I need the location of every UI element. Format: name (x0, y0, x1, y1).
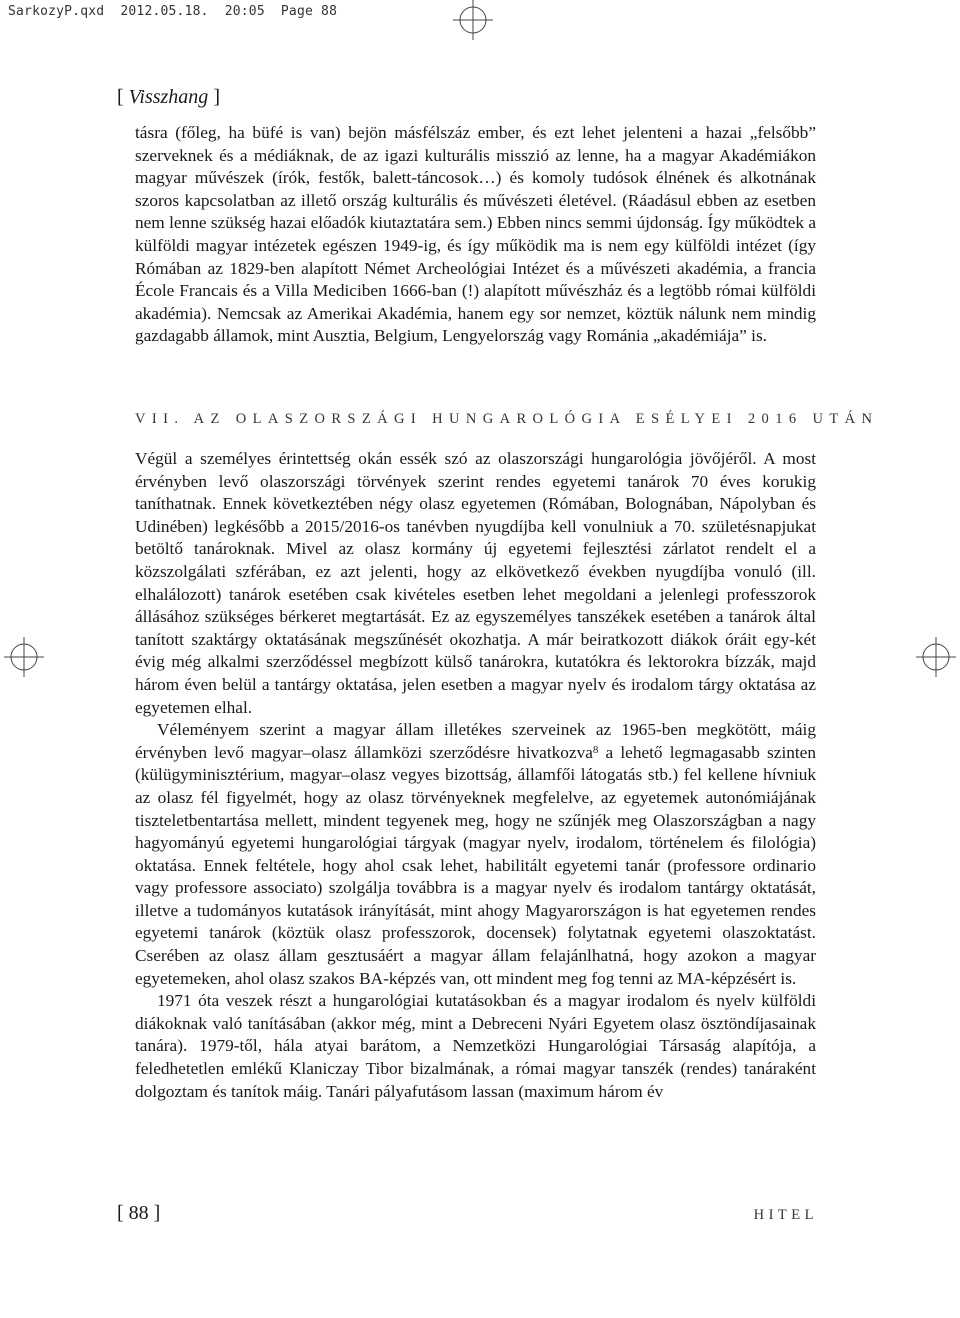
header-title: Visszhang (128, 86, 209, 108)
running-header (117, 86, 220, 109)
print-slug: SarkozyP.qxd 2012.05.18. 20:05 Page 88 (8, 4, 338, 19)
header-close-bracket: ] (208, 86, 220, 108)
registration-mark-top (453, 0, 493, 40)
paragraph-text: a lehető legmagasabb szinten (külügyminisztérium, magyar–olasz vegyes bizottság, államfői látogatás stb.) fel kellene hívniuk az olasz fél figyelmét, hogy az olasz törvényeknek megfelelve, az egyetemek autonómiájának tiszteletbentartása mellett, mindent tegyenek meg, hogy ne szűnjék meg Olaszországban a nagy hagyományú egyetemi hungarológiai tárgyak (magyar nyelv, irodalom, történelem és filológia) oktatása. Ennek feltétele, hogy ahol csak lehet, habilitált egyetemi tanár (professore ordinario vagy professore associato) szolgálja továbbra is a magyar nyelv és irodalom tantárgy oktatását, illetve a tudományos kutatások irányítását, mint ahogy Magyarországon is hat egyetemen rendes egyetemi tanárok (köztük olasz professzorok, docensek) folytatnak egyetemi olaszoktatást. Cserében az olasz állam gesztusáért a magyar állam felajánlhatná, hogy azokon a magyar egyetemeken, ahol olasz szakos BA-képzés van, ott mindent meg fog tenni az MA-képzésért is. (135, 742, 816, 988)
paragraph: tásra (főleg, ha büfé is van) bejön másfélszáz ember, és ezt lehet jelenteni a hazai „felsőbb” szerveknek és a médiáknak, de az igazi kulturális misszió az lenne, ha a magyar Akadémiákon magyar művészek (írók, festők, balett-táncosok…) és komoly tudósok élnének és alkotnának szoros kapcsolatban az illető ország kulturális és művészeti életével. (Ráadásul ebben az esetben nem lenne szükség hazai előadók kiutaztatára sem.) Ebben nincs semmi újdonság. Így működtek a külföldi magyar intézetek egészen 1949-ig, és így működik ma is nem egy külföldi intézet (így Rómában az 1829-ben alapított Német Archeológiai Intézet és a művészeti akadémia, a francia École Francais és a Villa Mediciben 1666-ban (!) alapított művészház és a legtöbb római külföldi akadémia). Nemcsak az Amerikai Akadémia, hanem egy sor nemzet, köztük nálunk nem mindig gazdagabb államok, mint Ausztia, Belgium, Lengyelország vagy Románia „akadémiája” is. (135, 123, 816, 346)
footnote-ref[interactable]: 8 (592, 743, 599, 756)
page-number: [ 88 ] (117, 1202, 161, 1224)
paragraph-text: Véleményem szerint a magyar állam illetékes szerveinek az 1965-ben megkötött, máig érvényben levő magyar–olasz államközi szerződésre hivatkozva (135, 720, 816, 762)
registration-mark-right (916, 637, 956, 677)
text-block-continued (135, 122, 816, 348)
registration-mark-left (4, 637, 44, 677)
header-open-bracket: [ (117, 86, 129, 108)
paragraph: Végül a személyes érintettség okán essék szó az olaszországi hungarológia jövőjéről. A most érvényben levő olaszországi törvények szerint rendes egyetemi tanárok 70 éves korukig taníthatnak. Ennek következtében négy olasz egyetemen (Rómában, Bolognában, Nápolyban és Udinében) legkésőbb a 2015/2016-os tanévben nyugdíjba kell vonulniuk a 70. születésnapjukat betöltő tanároknak. Mivel az olasz kormány új egyetemi fejlesztési zárlatot rendelt el a közszolgálati szférában, ez azt jelenti, hogy az elkövetkező években nyugdíjba vonuló (ill. elhalálozott) tanárok esetében csak kivételes esetben lehet megoldani a jelenlegi professzorok állásához szükséges bérkeret megtartását. Ez az egyszemélyes tanszékek esetében a tanárok által tanított szaktárgy oktatásának megszűnését okozhatja. A már beiratkozott diákok óráit egy-két évig még alkalmi szerződéssel megbízott külső tanárokra, kutatókra és lektorokra bízzák, majd három éven belül a tantárgy oktatása, jelen esetben a magyar nyelv és irodalom tárgy oktatása az egyetemen elhal. (135, 449, 816, 717)
paragraph: 1971 óta veszek részt a hungarológiai kutatásokban és a magyar irodalom és nyelv külföldi diákoknak való tanításában (akkor még, mint a Debreceni Nyári Egyetem olasz ösztöndíjasainak tanára). 1979-től, hála atyai barátom, a Nemzetközi Hungarológiai Társaság alapítója, a feledhetetlen emlékű Klaniczay Tibor bizalmának, a római magyar tanszék (rendes) tanáraként dolgoztam és tanítok máig. Tanári pályafutásom lassan (maximum három év (135, 991, 816, 1101)
section-heading: VII. AZ OLASZORSZÁGI HUNGAROLÓGIA ESÉLYEI 2016 UTÁN (135, 411, 879, 427)
paragraph (135, 719, 816, 990)
journal-name: HITEL (753, 1207, 818, 1223)
text-block-section (135, 448, 816, 1103)
